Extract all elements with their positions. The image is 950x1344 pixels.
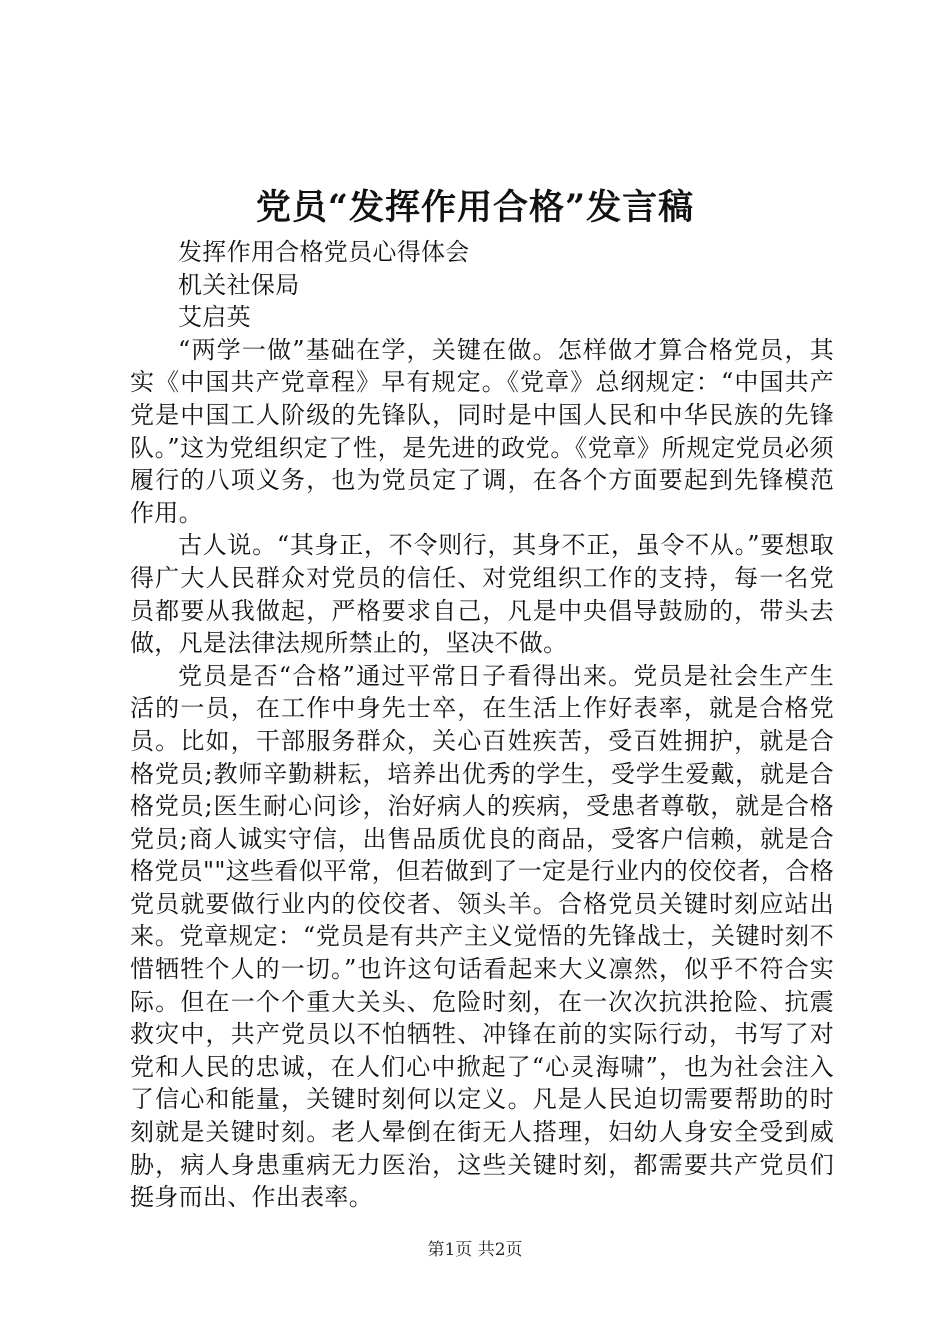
- body-paragraph: 党员是否“合格”通过平常日子看得出来。党员是社会生产生活的一员，在工作中身先士卒，在生活上作好表率，就是合格党员。比如，干部服务群众，关心百姓疾苦，受百姓拥护，就是合格党员;教师辛勤耕耘，培养出优秀的学生，受学生爱戴，就是合格党员;医生耐心问诊，治好病人的疾病，受患者尊敬，就是合格党员;商人诚实守信，出售品质优良的商品，受客户信赖，就是合格党员""这些看似平常，但若做到了一定是行业内的佼佼者，合格党员就要做行业内的佼佼者、领头羊。合格党员关键时刻应站出来。党章规定：“党员是有共产主义觉悟的先锋战士，关键时刻不惜牺牲个人的一切。”也许这句话看起来大义凛然，似乎不符合实际。但在一个个重大关头、危险时刻，在一次次抗洪抢险、抗震救灾中，共产党员以不怕牺牲、冲锋在前的实际行动，书写了对党和人民的忠诚，在人们心中掀起了“心灵海啸”，也为社会注入了信心和能量，关键时刻何以定义。凡是人民迫切需要帮助的时刻就是关键时刻。老人晕倒在街无人搭理，妇幼人身安全受到威胁，病人身患重病无力医治，这些关键时刻，都需要共产党员们挺身而出、作出表率。: [130, 661, 834, 1212]
- body-paragraph: “两学一做”基础在学，关键在做。怎样做才算合格党员，其实《中国共产党章程》早有规定。《党章》总纲规定：“中国共产党是中国工人阶级的先锋队，同时是中国人民和中华民族的先锋队。”这为党组织定了性，是先进的政党。《党章》所规定党员必须履行的八项义务，也为党员定了调，在各个方面要起到先锋模范作用。: [130, 335, 834, 527]
- organization-line: 机关社保局: [178, 270, 300, 299]
- page-number-footer: 第1页 共2页: [427, 1240, 523, 1260]
- document-body: [130, 236, 834, 1214]
- subtitle-line: 发挥作用合格党员心得体会: [178, 238, 470, 266]
- body-paragraph: 古人说。“其身正，不令则行，其身不正，虽令不从。”要想取得广大人民群众对党员的信任、对党组织工作的支持，每一名党员都要从我做起，严格要求自己，凡是中央倡导鼓励的，带头去做，凡是法律法规所禁止的，坚决不做。: [130, 531, 834, 658]
- author-line: 艾启英: [178, 303, 251, 332]
- document-title: 党员“发挥作用合格”发言稿: [255, 187, 695, 228]
